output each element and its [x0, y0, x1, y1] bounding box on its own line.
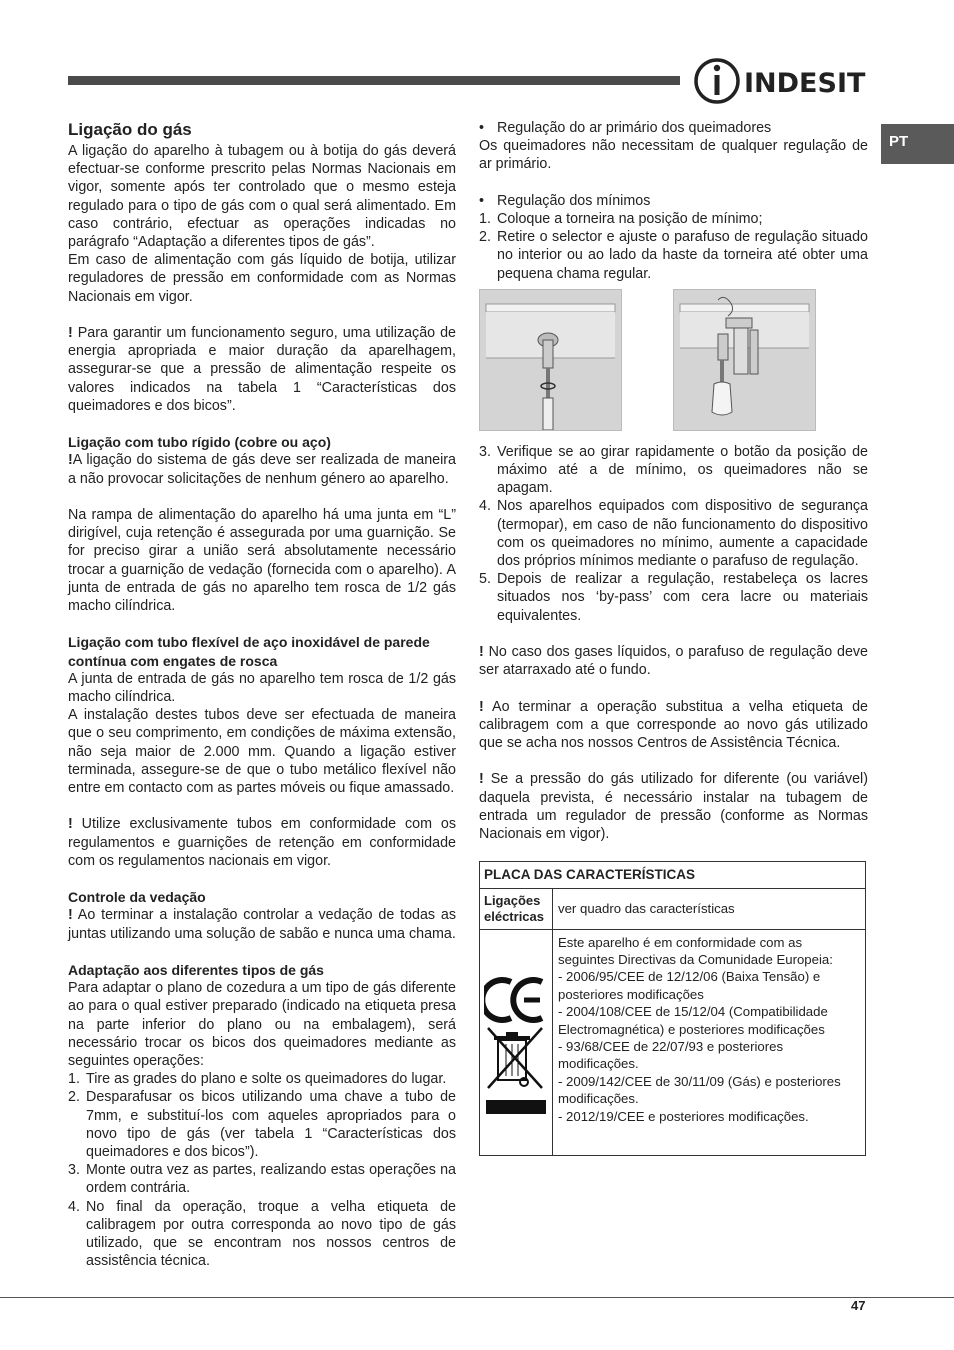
- rigid-paragraph: Na rampa de alimentação do aparelho há uma junta em “L” dirigível, cuja retenção é assegurada por uma guarnição. Se for preciso girar a união será absolutamente necessário trocar a guarnição de vedação (fornecida com o aparelho). A junta de entrada de gás no aparelho tem rosca de 1/2 gás macho cilíndrica.: [68, 507, 456, 615]
- adapt-paragraph: Para adaptar o plano de cozedura a um tipo de gás diferente ao para o qual estiver preparado (indicado na etiqueta presa na parte inferior do plano ou na embalagem), será necessário trocar os bicos dos queimadores mediante as seguintes operações:: [68, 980, 456, 1070]
- figure-screw-adjust: [673, 289, 816, 431]
- header-bar: [68, 76, 680, 85]
- directive-line: Este aparelho é em conformidade com as seguintes Directivas da Comunidade Europeia:: [558, 934, 833, 968]
- warning-icon: !: [479, 644, 484, 661]
- list-item: 2. Desparafusar os bicos utilizando uma chave a tubo de 7mm, e substituí-los com aqueles apropriados para o novo tipo de gás (ver tabela 1 “Características dos queimadores e dos bicos”).: [68, 1089, 456, 1161]
- warning-liquid-gas: ! No caso dos gases líquidos, o parafuso de regulação deve ser atarraxado até o fundo.: [479, 644, 868, 679]
- plate-elec-value: ver quadro das características: [553, 888, 866, 929]
- left-column: [68, 118, 456, 1270]
- plate-directives: [553, 929, 866, 1155]
- directive-line: - 2006/95/CEE de 12/12/06 (Baixa Tensão) e posteriores modificações: [558, 969, 821, 1002]
- rigid-tube-heading: Ligação com tubo rígido (cobre ou aço): [68, 434, 331, 451]
- plate-elec-label: Ligações eléctricas: [480, 888, 553, 929]
- adjustment-figures: [479, 289, 868, 437]
- rigid-warning: !A ligação do sistema de gás deve ser realizada de maneira a não provocar solicitações de nenhum género ao aparelho.: [68, 452, 456, 487]
- language-tab: PT: [881, 124, 954, 164]
- warning-icon: !: [68, 816, 73, 833]
- warning-icon: !: [68, 907, 73, 924]
- warning-icon: !: [479, 698, 484, 715]
- warning-icon: !: [68, 325, 73, 342]
- directive-line: - 2004/108/CEE de 15/12/04 (Compatibilidade Electromagnética) e posteriores modificações: [558, 1004, 828, 1037]
- plate-title: PLACA DAS CARACTERÍSTICAS: [480, 862, 866, 888]
- directive-line: - 93/68/CEE de 22/07/93 e posteriores modificações.: [558, 1039, 784, 1072]
- figure-knob-removed: [479, 289, 622, 431]
- list-item: 1. Tire as grades do plano e solte os queimadores do lugar.: [68, 1071, 447, 1088]
- plate-icons: [480, 929, 553, 1155]
- bullet-primary-air: • Regulação do ar primário dos queimadores: [479, 120, 772, 136]
- list-item: 4. Nos aparelhos equipados com dispositivo de segurança (termopar), em caso de não funcionamento do dispositivo com os queimadores no mínimo, aumente a capacidade dos próprios mínimos mediante o parafuso de regulação.: [479, 498, 868, 570]
- weee-bin-icon: [486, 1028, 546, 1114]
- section-title: Ligação do gás: [68, 120, 192, 139]
- adapt-heading: Adaptação aos diferentes tipos de gás: [68, 962, 324, 979]
- list-item: 2. Retire o selector e ajuste o parafuso de regulação situado no interior ou ao lado da haste da torneira até obter uma pequena chama regular.: [479, 229, 868, 282]
- seal-heading: Controle da vedação: [68, 889, 206, 906]
- list-item: 3. Verifique se ao girar rapidamente o botão da posição de máximo até a de mínimo, os queimadores não se apagam.: [479, 443, 868, 497]
- list-item: 4. No final da operação, troque a velha etiqueta de calibragem por outra corresponda ao novo tipo de gás utilizado, que se encontram nos nossos centros de assistência técnica.: [68, 1198, 456, 1270]
- primary-air-paragraph: Os queimadores não necessitam de qualquer regulação de ar primário.: [479, 138, 868, 173]
- characteristics-plate: [479, 861, 866, 1156]
- indesit-logo: [692, 56, 872, 106]
- intro-paragraph-1: A ligação do aparelho à tubagem ou à botija do gás deverá efectuar-se conforme prescrito pelas Normas Nacionais em vigor, somente após ter controlado que o mesmo esteja regulado para o tipo de gás com o qual será alimentado. Em caso contrário, efectuar as operações indicadas no parágrafo “Adaptação a diferentes tipos de gás”.: [68, 143, 456, 251]
- list-item: 3. Monte outra vez as partes, realizando estas operações na ordem contrária.: [68, 1162, 456, 1197]
- directive-line: - 2009/142/CEE de 30/11/09 (Gás) e posteriores modificações.: [558, 1073, 841, 1107]
- bullet-minimum: • Regulação dos mínimos: [479, 192, 651, 209]
- footer-rule: [0, 1297, 954, 1298]
- list-item: 5. Depois de realizar a regulação, restabeleça os lacres situados nos ‘by-pass’ com cera lacre ou materiais equivalentes.: [479, 571, 868, 624]
- minimum-steps-a: [479, 210, 868, 283]
- flex-paragraph-2: A instalação destes tubos deve ser efectuada de maneira que o seu comprimento, em condições de máxima extensão, não seja maior de 2.000 mm. Quando a ligação estiver terminada, assegure-se de que o tubo metálico flexível não entre em contacto com as partes móveis ou fique amassado.: [68, 707, 456, 797]
- flex-warning: ! Utilize exclusivamente tubos em conformidade com os regulamentos e guarnições de retenção em conformidade com os regulamentos nacionais em vigor.: [68, 816, 456, 869]
- list-item: 1. Coloque a torneira na posição de mínimo;: [479, 211, 763, 227]
- minimum-steps-b: [479, 443, 868, 625]
- warning-icon: !: [68, 452, 73, 469]
- intro-paragraph-2: Em caso de alimentação com gás líquido de botija, utilizar reguladores de pressão em conformidade com as Normas Nacionais em vigor.: [68, 252, 456, 305]
- flex-paragraph-1: A junta de entrada de gás no aparelho tem rosca de 1/2 gás macho cilíndrica.: [68, 670, 456, 706]
- warning-label: ! Ao terminar a operação substitua a velha etiqueta de calibragem com a que corresponde ao novo gás utilizado que se acha nos nossos Centros de Assistência Técnica.: [479, 698, 868, 752]
- warning-pressure-regulator: ! Se a pressão do gás utilizado for diferente (ou variável) daquela prevista, é necessário instalar na tubagem de entrada um regulador de pressão (conforme as Normas Nacionais em vigor).: [479, 771, 868, 843]
- right-column: [479, 119, 868, 1156]
- brand-text: INDESIT: [744, 68, 866, 99]
- warning-icon: !: [479, 771, 484, 788]
- directive-line: - 2012/19/CEE e posteriores modificações.: [558, 1108, 809, 1124]
- seal-warning: ! Ao terminar a instalação controlar a vedação de todas as juntas utilizando uma solução de sabão e nunca uma chama.: [68, 907, 456, 942]
- adapt-steps: [68, 1070, 456, 1270]
- page-number: 47: [851, 1298, 866, 1313]
- warning-pressure: ! Para garantir um funcionamento seguro, uma utilização de energia apropriada e maior duração da aparelhagem, assegurar-se que a pressão de alimentação respeite os valores indicados na tabela 1 “Características dos queimadores e dos bicos”.: [68, 325, 456, 414]
- flex-tube-heading: Ligação com tubo flexível de aço inoxidável de parede contínua com engates de rosca: [68, 634, 430, 669]
- ce-mark-icon: [484, 960, 548, 1120]
